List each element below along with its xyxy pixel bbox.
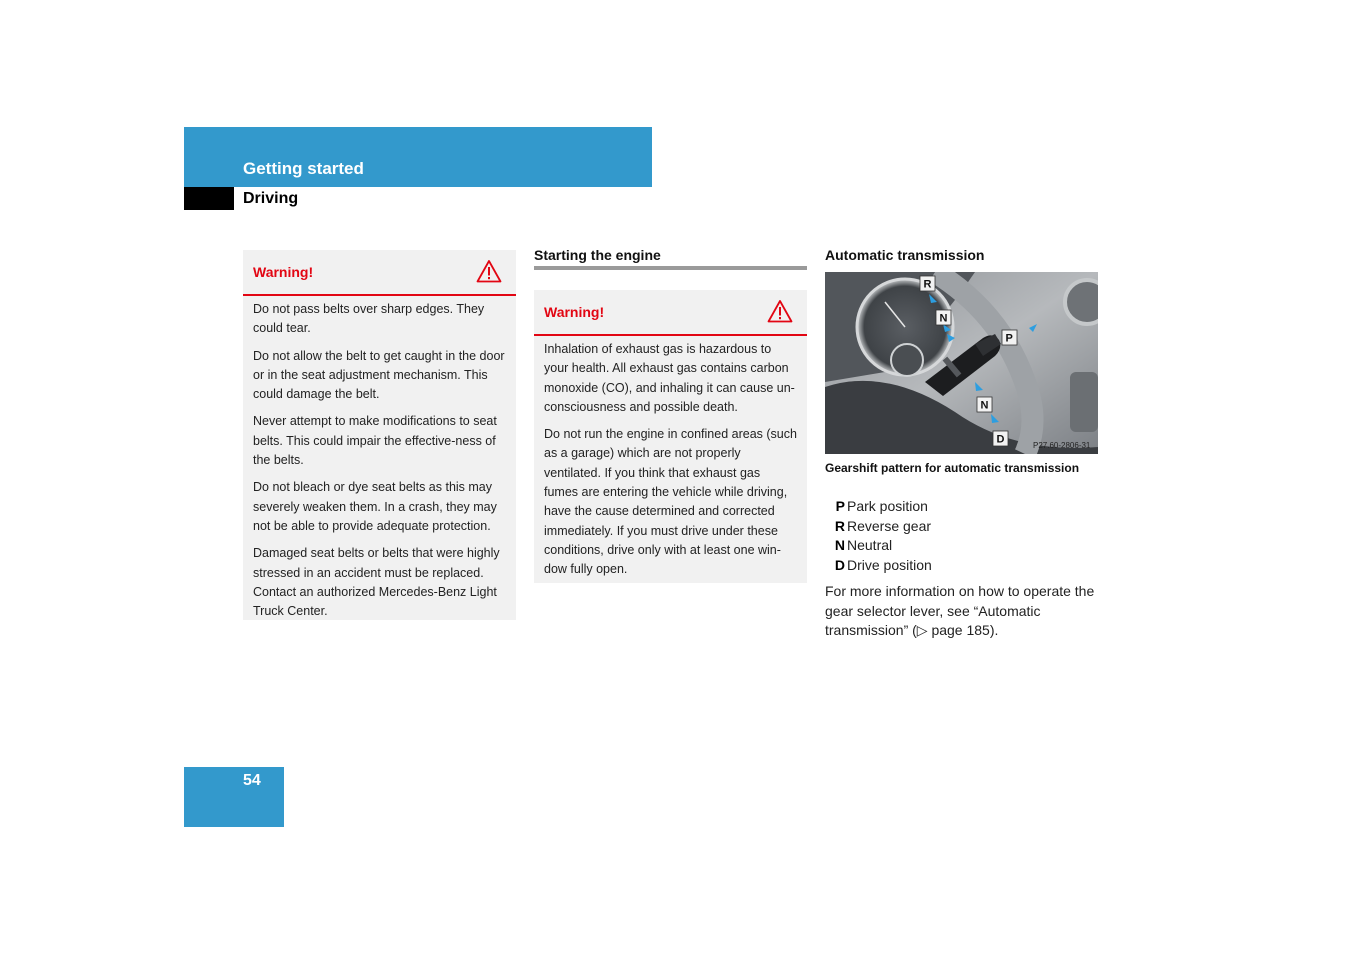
- gear-description: Reverse gear: [847, 517, 932, 534]
- warning-header: [534, 290, 807, 336]
- gearshift-illustration: [825, 272, 1098, 454]
- photo-label-p: P: [1005, 332, 1013, 345]
- list-item: [825, 556, 1098, 576]
- gear-key: D: [834, 556, 845, 573]
- photo-label-r: R: [923, 278, 932, 291]
- starting-engine-heading: Starting the engine: [534, 247, 661, 263]
- warning-label: Warning!: [544, 304, 605, 320]
- list-item: [825, 517, 1098, 537]
- warning-triangle-icon: [476, 259, 502, 283]
- section-tab-marker: [184, 187, 234, 210]
- page-number-box: [184, 767, 284, 827]
- warning-paragraph: Damaged seat belts or belts that were highly stressed in an accident must be replaced. Contact an authorized Mercedes-Benz Light Truck Center.: [253, 546, 500, 619]
- page-number: 54: [243, 772, 261, 789]
- gear-description: Drive position: [847, 556, 932, 573]
- warning-paragraph: Inhalation of exhaust gas is hazardous to your health. All exhaust gas contains carbon monoxide (CO), and inhaling it can cause un-consciousness and possible death.: [544, 342, 795, 414]
- warning-header: [243, 250, 516, 296]
- warning-paragraph: Do not run the engine in confined areas (such as a garage) which are not properly ventilated. If you think that exhaust gas fumes are entering the vehicle while driving, have the cause determined and corrected immediately. If you must drive under these conditions, drive only with at least one win-dow fully open.: [544, 427, 797, 577]
- exhaust-warning-box: [534, 290, 807, 583]
- section-title: Getting started: [243, 159, 364, 178]
- photo-label-n-upper: N: [939, 312, 948, 325]
- gear-key: R: [834, 517, 845, 534]
- photo-label-d: D: [996, 433, 1005, 446]
- warning-paragraph: Do not pass belts over sharp edges. They could tear.: [253, 302, 485, 336]
- gear-description: Park position: [847, 498, 928, 514]
- warning-paragraph: Do not allow the belt to get caught in the door or in the seat adjustment mechanism. This could damage the belt.: [253, 348, 505, 402]
- gear-description: Neutral: [847, 537, 893, 553]
- gear-key: P: [835, 498, 845, 514]
- subsection-title: Driving: [243, 190, 299, 207]
- gear-key: N: [834, 537, 845, 553]
- photo-code: P27.60-2806-31: [1033, 441, 1091, 450]
- heading-rule: [534, 266, 807, 270]
- photo-label-n-lower: N: [980, 399, 989, 412]
- photo-caption: Gearshift pattern for automatic transmission: [825, 461, 1080, 475]
- warning-triangle-icon: [767, 299, 793, 323]
- automatic-transmission-heading: Automatic transmission: [825, 247, 985, 263]
- gearshift-photo: [825, 272, 1098, 454]
- list-item: [825, 536, 1098, 556]
- warning-paragraph: Do not bleach or dye seat belts as this may severely weaken them. In a crash, they may not be able to provide adequate protection.: [253, 480, 497, 533]
- warning-paragraph: Never attempt to make modifications to seat belts. This could impair the effective-ness of the belts.: [253, 414, 497, 468]
- more-info-text: For more information on how to operate the gear selector lever, see “Automatic transmission” (▷ page 185).: [825, 583, 1095, 638]
- gear-position-list: [825, 497, 1098, 575]
- warning-label: Warning!: [253, 264, 314, 280]
- list-item: [825, 497, 1098, 517]
- seatbelt-warning-box: [243, 250, 516, 620]
